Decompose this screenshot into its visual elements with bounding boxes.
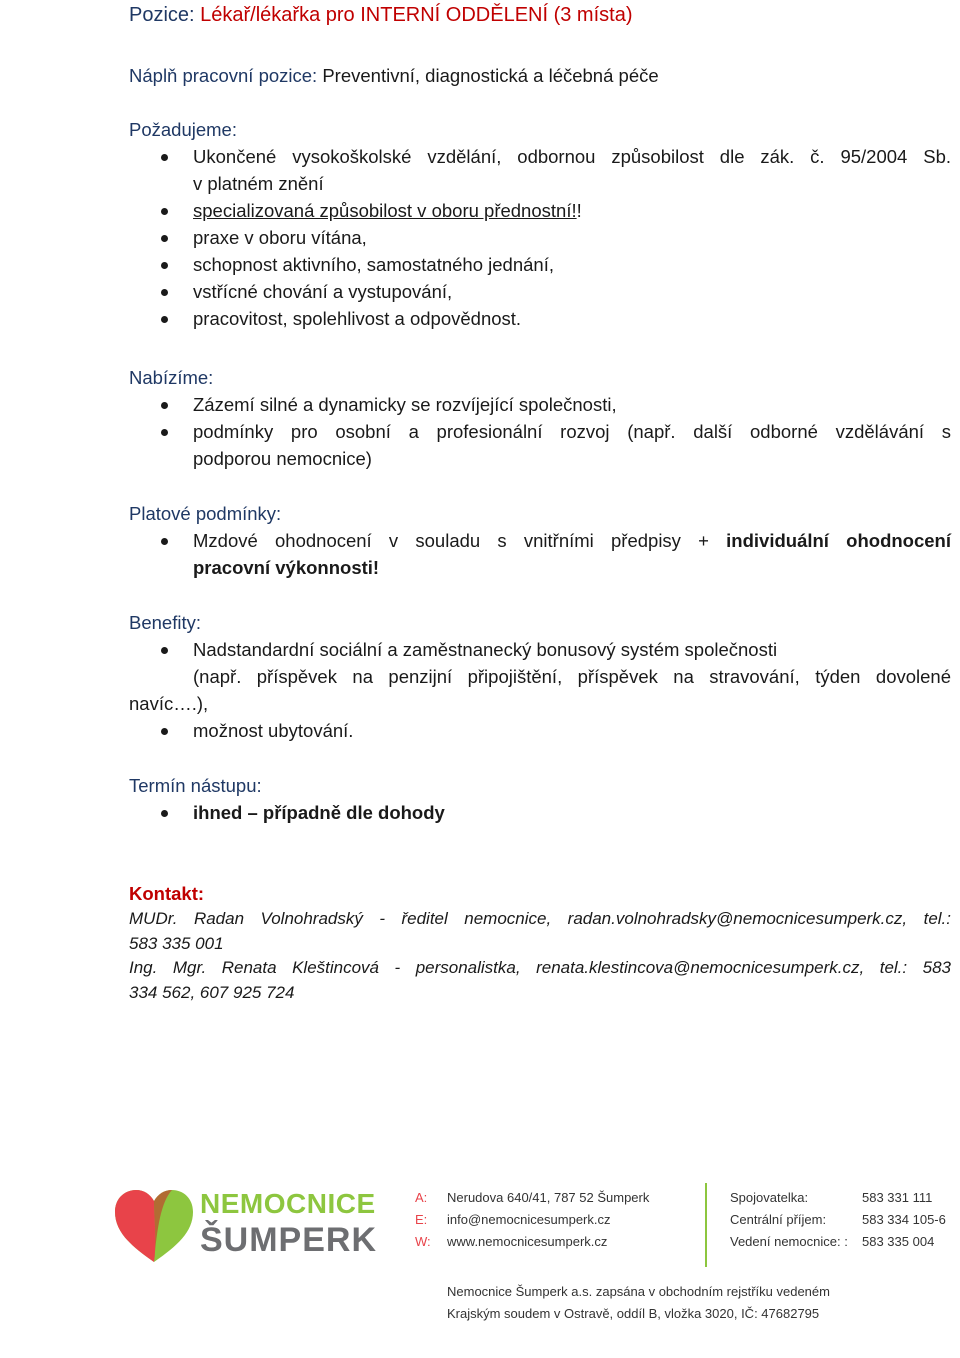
web-value: www.nemocnicesumperk.cz	[447, 1234, 608, 1249]
requirement-diligence: pracovitost, spolehlivost a odpovědnost.	[193, 308, 522, 329]
contact-director-line1: MUDr. Radan Volnohradský - ředitel nemocnice, radan.volnohradsky@nemocnicesumperk.cz, tel.:	[129, 909, 951, 928]
central-admission-key: Centrální příjem:	[730, 1212, 827, 1227]
salary-bold-text: individuální ohodnocení	[726, 530, 951, 551]
title-position: Lékař/lékařka pro INTERNÍ ODDĚLENÍ (3 místa)	[200, 4, 633, 26]
offers-section	[129, 364, 951, 472]
switchboard-key: Spojovatelka:	[730, 1190, 809, 1205]
list-item	[129, 251, 951, 278]
benefit-accommodation: možnost ubytování.	[193, 720, 354, 741]
offer-background: Zázemí silné a dynamicky se rozvíjející společnosti,	[193, 394, 617, 415]
email-value: info@nemocnicesumperk.cz	[447, 1212, 611, 1227]
benefit-bonus-line2: (např. příspěvek na penzijní připojištění, příspěvek na stravování, týden dovolené	[193, 666, 951, 687]
central-admission-value: 583 334 105-6	[862, 1212, 946, 1227]
list-item	[129, 391, 951, 418]
registration-line2: Krajským soudem v Ostravě, oddíl B, vložka 3020, IČ: 47682795	[447, 1306, 820, 1321]
title-label: Pozice:	[129, 4, 201, 26]
footer-address-keys	[415, 1187, 431, 1253]
requirements-list	[129, 143, 951, 332]
logo-line2: ŠUMPERK	[200, 1221, 378, 1259]
switchboard-value: 583 331 111	[862, 1190, 933, 1205]
benefits-list	[129, 636, 951, 690]
benefits-list-cont	[129, 717, 951, 744]
job-description-label: Náplň pracovní pozice:	[129, 65, 318, 86]
logo-line1: NEMOCNICE	[200, 1188, 376, 1219]
footer-divider	[705, 1183, 707, 1267]
start-date-section	[129, 772, 951, 826]
requirement-education-line2: v platném znění	[193, 173, 324, 194]
requirements-section	[129, 116, 951, 332]
benefit-bonus-line1: Nadstandardní sociální a zaměstnanecký bonusový systém společnosti	[193, 639, 778, 660]
offers-heading: Nabízíme:	[129, 367, 214, 388]
contact-hr-line2: 334 562, 607 925 724	[129, 982, 295, 1002]
list-item	[129, 717, 951, 744]
contact-section	[129, 880, 951, 1005]
offer-development-line2: podporou nemocnice)	[193, 448, 372, 469]
list-item	[129, 278, 951, 305]
benefit-bonus-line3: navíc….),	[129, 693, 209, 714]
page-title	[129, 4, 633, 27]
salary-line2: pracovní výkonnosti!	[193, 557, 380, 578]
list-item	[129, 799, 951, 826]
start-date-list	[129, 799, 951, 826]
management-key: Vedení nemocnice: :	[730, 1234, 848, 1249]
hospital-logo-heart-icon	[113, 1188, 195, 1269]
benefits-heading: Benefity:	[129, 612, 201, 633]
list-item	[129, 305, 951, 332]
contact-block	[129, 907, 951, 1005]
footer-phone-keys	[730, 1187, 848, 1253]
requirement-specialization: specializovaná způsobilost v oboru přednostní!	[193, 200, 577, 221]
requirement-practice: praxe v oboru vítána,	[193, 227, 367, 248]
start-date-heading: Termín nástupu:	[129, 775, 262, 796]
contact-heading: Kontakt:	[129, 883, 205, 904]
web-key: W:	[415, 1234, 431, 1249]
footer-phone-values	[862, 1187, 946, 1253]
hospital-logo-text	[200, 1186, 377, 1258]
salary-heading: Platové podmínky:	[129, 503, 282, 524]
requirement-specialization-mark: !	[576, 200, 582, 221]
job-description	[129, 62, 951, 89]
salary-normal-text: Mzdové ohodnocení v souladu s vnitřními předpisy +	[193, 530, 727, 551]
footer-registration	[447, 1281, 830, 1325]
offer-development-line1: podmínky pro osobní a profesionální rozvoj (např. další odborné vzdělávání s	[193, 421, 951, 442]
requirement-education-line1: Ukončené vysokoškolské vzdělání, odbornou způsobilost dle zák. č. 95/2004 Sb.	[193, 146, 951, 167]
contact-hr-line1: Ing. Mgr. Renata Kleštincová - personalistka, renata.klestincova@nemocnicesumperk.cz, tel.: 583	[129, 958, 951, 977]
salary-line1	[193, 527, 951, 554]
job-description-value: Preventivní, diagnostická a léčebná péče	[317, 65, 659, 86]
registration-line1: Nemocnice Šumperk a.s. zapsána v obchodním rejstříku vedeném	[447, 1284, 830, 1299]
start-date-value: ihned – případně dle dohody	[193, 802, 445, 823]
address-value: Nerudova 640/41, 787 52 Šumperk	[447, 1190, 650, 1205]
footer-address-values	[447, 1187, 649, 1253]
list-item	[129, 224, 951, 251]
salary-list	[129, 527, 951, 581]
email-key: E:	[415, 1212, 428, 1227]
requirement-behaviour: vstřícné chování a vystupování,	[193, 281, 453, 302]
list-item	[129, 143, 951, 197]
list-item	[129, 418, 951, 472]
list-item	[129, 636, 951, 690]
requirements-heading: Požadujeme:	[129, 119, 237, 140]
offers-list	[129, 391, 951, 472]
list-item	[129, 197, 951, 224]
list-item	[129, 527, 951, 581]
requirement-independence: schopnost aktivního, samostatného jednání,	[193, 254, 554, 275]
salary-section	[129, 500, 951, 581]
management-value: 583 335 004	[862, 1234, 935, 1249]
benefits-section	[129, 609, 951, 744]
contact-director-line2: 583 335 001	[129, 933, 224, 953]
address-key: A:	[415, 1190, 428, 1205]
